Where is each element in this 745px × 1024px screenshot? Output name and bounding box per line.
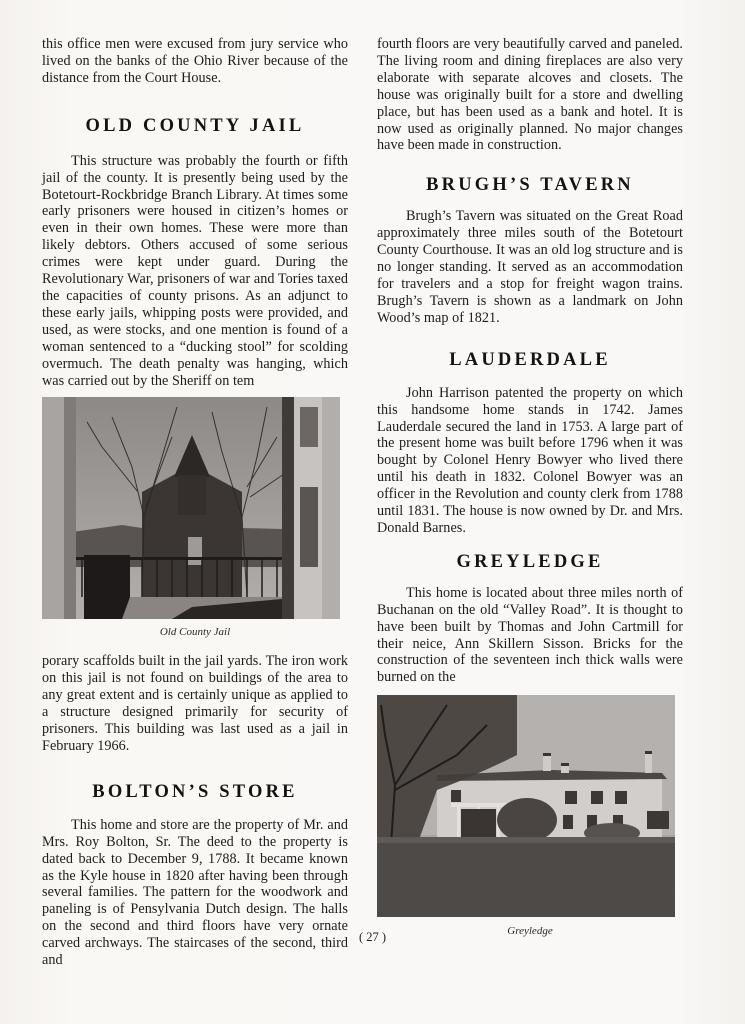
jail-photo-image	[42, 397, 340, 619]
heading-old-county-jail: OLD COUNTY JAIL	[85, 115, 305, 136]
heading-lauderdale: LAUDERDALE	[449, 349, 611, 370]
greyledge-photo	[377, 695, 675, 917]
boltons-store-paragraph-1: This home and store are the property of Mr. and Mrs. Roy Bolton, Sr. The deed to the property is dated back to December 9, 1788. It became known as the Kyle house in 1820 after having been through several families. The pattern for the woodwork and paneling is of Pensylvania Dutch design. The halls on the second and third floors have very ornate carved archways. The staircases of the second, third and	[42, 816, 348, 969]
boltons-store-continued: fourth floors are very beautifully carved and paneled. The living room and dining fireplaces are also very elaborate with separate alcoves and closets. The house was originally built for a store and dwelling place, but has been used as a bank and hotel. It is now used as originally planned. No major changes have been made in construction.	[377, 36, 683, 154]
brughs-tavern-paragraph-1: Brugh’s Tavern was situated on the Great Road approximately three miles south of the Botetourt County Courthouse. It was an old log structure and is no longer standing. It served as an accommodation for travelers and a stop for freight wagon trains. Brugh’s Tavern is shown as a landmark on John Wood’s map of 1821.	[377, 208, 683, 326]
greyledge-caption: Greyledge	[507, 925, 553, 938]
old-county-jail-paragraph-2: porary scaffolds built in the jail yards. The iron work on this jail is not found on buildings of the area to any great extent and is certainly unique as applied to a structure designed primarily for security of prisoners. This building was last used as a jail in February 1966.	[42, 653, 348, 754]
heading-brughs-tavern: BRUGH’S TAVERN	[426, 175, 634, 196]
old-county-jail-caption: Old County Jail	[159, 626, 231, 639]
old-county-jail-paragraph-1: This structure was probably the fourth or fifth jail of the county. It is presently being used by the Botetourt-Rockbridge Branch Library. At times some early prisoners were housed in citizen’s homes or even in their own homes. These were more than likely debtors. Others accused of some serious crimes were kept under guard. During the Revolutionary War, prisoners of war and Tories taxed the capacities of county prisons. As an adjunct to these early jails, whipping posts were provided, and used, as were stocks, and one mention is found of a woman sentenced to a “ducking stool” for scolding overmuch. The death penalty was hanging, which was carried out by the Sheriff on tem	[42, 152, 348, 389]
greyledge-photo-image	[377, 695, 675, 917]
old-county-jail-photo	[42, 397, 340, 619]
intro-paragraph: this office men were excused from jury service who lived on the banks of the Ohio River because of the distance from the Court House.	[42, 36, 348, 86]
lauderdale-paragraph-1: John Harrison patented the property on which this handsome home stands in 1742. James Lauderdale secured the land in 1753. A large part of the present home was built before 1796 when it was bought by Colonel Henry Bowyer who lived there until his death in 1832. Colonel Bowyer was an officer in the Revolution and county clerk from 1788 until 1831. The house is now owned by Dr. and Mrs. Donald Barnes.	[377, 384, 683, 536]
page-number: ( 27 )	[358, 930, 387, 944]
heading-greyledge: GREYLEDGE	[456, 551, 604, 572]
left-column	[42, 36, 348, 969]
right-column	[377, 36, 683, 938]
greyledge-paragraph-1: This home is located about three miles north of Buchanan on the old “Valley Road”. It is thought to have been built by Thomas and John Cartmill for their neice, Ann Skillern Sisson. Bricks for the construction of the seventeen inch thick walls were burned on the	[377, 584, 683, 686]
heading-boltons-store: BOLTON’S STORE	[92, 781, 298, 802]
